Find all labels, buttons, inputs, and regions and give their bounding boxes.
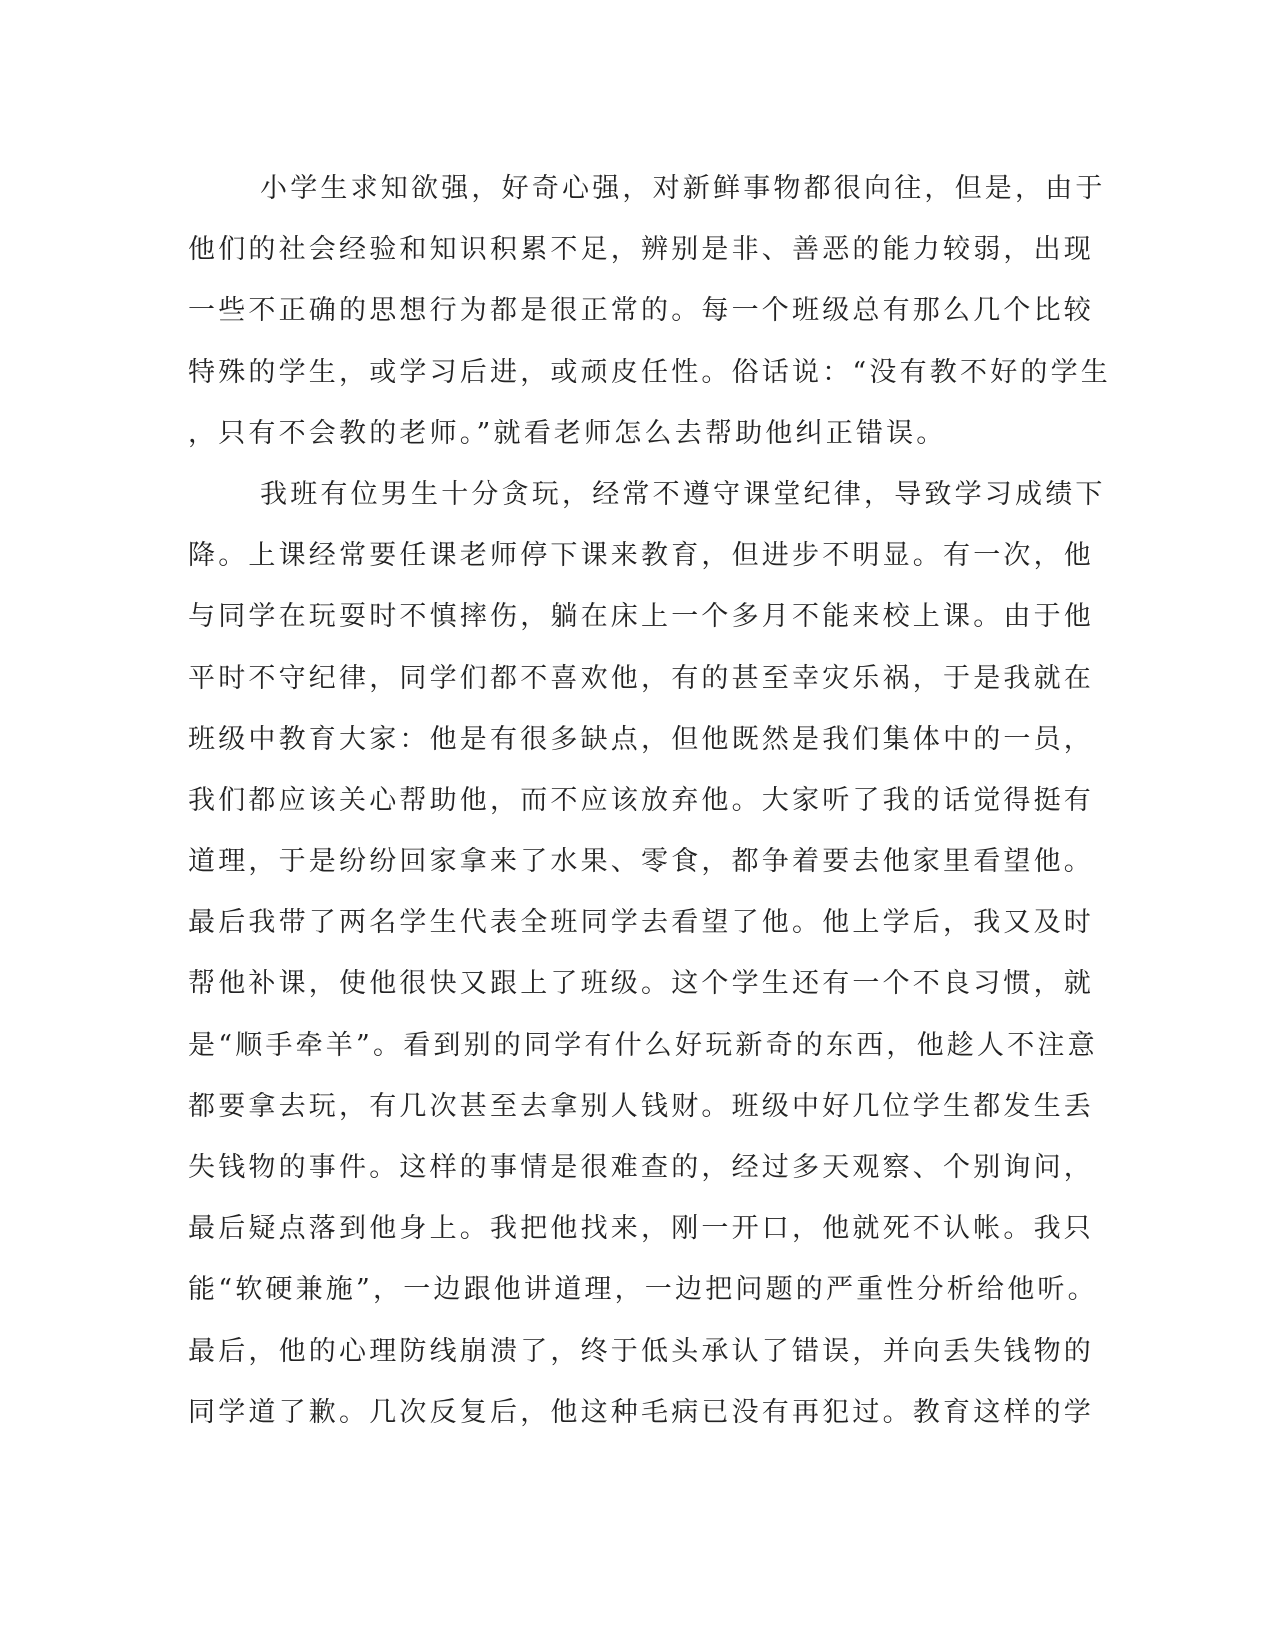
paragraph-1-line: 一些不正确的思想行为都是很正常的。每一个班级总有那么几个比较 bbox=[188, 295, 1094, 327]
paragraph-1-line: ，只有不会教的老师。”就看老师怎么去帮助他纠正错误。 bbox=[188, 417, 947, 449]
paragraph-2-line: 与同学在玩耍时不慎摔伤，躺在床上一个多月不能来校上课。由于他 bbox=[188, 601, 1094, 633]
paragraph-2-line: 我们都应该关心帮助他，而不应该放弃他。大家听了我的话觉得挺有 bbox=[188, 784, 1094, 816]
paragraph-2-line: 同学道了歉。几次反复后，他这种毛病已没有再犯过。教育这样的学 bbox=[188, 1396, 1094, 1428]
body-text bbox=[188, 158, 1112, 1443]
paragraph-2-line: 我班有位男生十分贪玩，经常不遵守课堂纪律，导致学习成绩下 bbox=[260, 478, 1106, 510]
paragraph-2-line: 最后，他的心理防线崩溃了，终于低头承认了错误，并向丢失钱物的 bbox=[188, 1335, 1094, 1367]
paragraph-2-line: 降。上课经常要任课老师停下课来教育，但进步不明显。有一次，他 bbox=[188, 540, 1094, 572]
paragraph-2-line: 都要拿去玩，有几次甚至去拿别人钱财。班级中好几位学生都发生丢 bbox=[188, 1090, 1094, 1122]
paragraph-1-line: 小学生求知欲强，好奇心强，对新鲜事物都很向往，但是，由于 bbox=[260, 173, 1106, 204]
paragraph-1-line: 他们的社会经验和知识积累不足，辨别是非、善恶的能力较弱，出现 bbox=[188, 234, 1094, 266]
paragraph-2-line: 班级中教育大家：他是有很多缺点，但他既然是我们集体中的一员， bbox=[188, 723, 1094, 755]
paragraph-2-line: 平时不守纪律，同学们都不喜欢他，有的甚至幸灾乐祸，于是我就在 bbox=[188, 662, 1094, 694]
paragraph-2-line: 失钱物的事件。这样的事情是很难查的，经过多天观察、个别询问， bbox=[188, 1152, 1094, 1183]
paragraph-2-line: 能“软硬兼施”，一边跟他讲道理，一边把问题的严重性分析给他听。 bbox=[188, 1274, 1098, 1306]
paragraph-2-line: 是“顺手牵羊”。看到别的同学有什么好玩新奇的东西，他趁人不注意 bbox=[188, 1029, 1098, 1061]
paragraph-2-line: 帮他补课，使他很快又跟上了班级。这个学生还有一个不良习惯，就 bbox=[188, 968, 1094, 1000]
paragraph-2-line: 最后我带了两名学生代表全班同学去看望了他。他上学后，我又及时 bbox=[188, 907, 1094, 939]
paragraph-2-line: 最后疑点落到他身上。我把他找来，刚一开口，他就死不认帐。我只 bbox=[188, 1213, 1094, 1245]
paragraph-1-line: 特殊的学生，或学习后进，或顽皮任性。俗话说：“没有教不好的学生 bbox=[188, 356, 1112, 388]
paragraph-2-line: 道理，于是纷纷回家拿来了水果、零食，都争着要去他家里看望他。 bbox=[188, 846, 1094, 878]
